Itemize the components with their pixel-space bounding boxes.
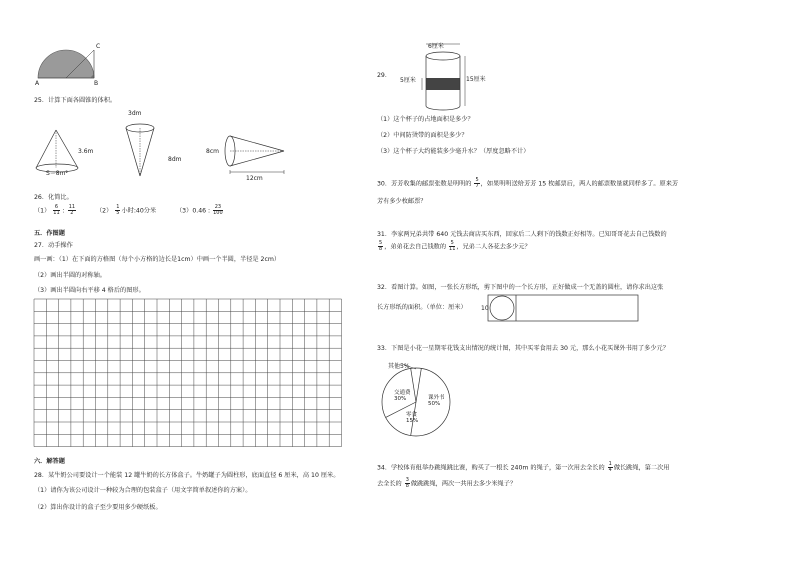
cup-height-label: 15厘米 bbox=[466, 76, 486, 83]
cup-figure bbox=[418, 44, 468, 114]
point-b-label: B bbox=[94, 80, 99, 87]
rectangle-paper-figure bbox=[482, 294, 642, 324]
pie-label-snacks: 零食15% bbox=[406, 412, 419, 424]
question-30-line-2: 芳有多少枚邮票？ bbox=[377, 198, 427, 205]
cone1-height: 3.6m bbox=[78, 148, 94, 155]
point-c-label: C bbox=[96, 43, 101, 50]
pie-slice-boundary bbox=[416, 368, 421, 402]
rect-side-label: 10 bbox=[481, 305, 489, 312]
cup-diameter-label: 6厘米 bbox=[428, 43, 444, 50]
cone1-base: S＝8m² bbox=[46, 170, 68, 177]
question-31-line-2: $\frac{5}{8}$ ，弟弟花去自己钱数的 $\frac{5}{11}$ ，兄弟二人各花去多少元？ bbox=[379, 240, 531, 252]
question-34-line-1: 34．学校体育组举办跳绳跳比赛，购买了一根长 240m 的绳子，第一次用去全长的 $\frac{1}{4}$ 做长跳绳，第二次用 bbox=[377, 461, 670, 473]
q26-item-1: （1） $\frac{6}{11}$ : $\frac{11}{2}$ bbox=[34, 204, 76, 216]
cone3-diameter: 8cm bbox=[206, 148, 219, 155]
question-29-line-2: （2）中间防烫带的面积是多少？ bbox=[377, 132, 468, 139]
question-26: 26．化简比。 bbox=[34, 194, 73, 201]
section-5-heading: 五．作图题 bbox=[34, 230, 65, 237]
question-30-line-1: 30．芳芳收集的邮票张数是明明的 $\frac{5}{7}$ ，如果明明送给芳芳 15 枚邮票后，两人的邮票数量就同样多了。原来芳 bbox=[377, 177, 679, 189]
cup-band-label: 5厘米 bbox=[400, 77, 416, 84]
question-31-line-1: 31．李家两兄弟共带 640 元钱去商店买东西，回家后二人剩下的钱数正好相等。已知哥哥花去自己钱数的 bbox=[377, 231, 667, 238]
cone-2 bbox=[124, 118, 164, 180]
question-28-line-3: （2）算出你设计的盒子至少要用多少硬纸板。 bbox=[34, 504, 162, 511]
q26-item-2: （2） $\frac{1}{5}$ 小时:40分米 bbox=[96, 204, 157, 216]
q26-item-3: （3）0.46 : $\frac{23}{100}$ bbox=[176, 204, 223, 216]
question-29-line-3: （3）这个杯子大约能装多少毫升水？（厚度忽略不计） bbox=[377, 148, 530, 155]
question-32-line-1: 32．看图计算。如图，一张长方形纸，剪下图中的一个长方形，正好做成一个无盖的圆柱，请你求出这张 bbox=[377, 284, 664, 291]
question-29-line-1: （1）这个杯子的占地面积是多少？ bbox=[377, 116, 474, 123]
question-27-line-2: （2）画出半圆的对称轴。 bbox=[34, 272, 106, 279]
question-28-line-2: （1）请你为该公司设计一种较为合理的包装盒子（用文字简单叙述你的方案）。 bbox=[34, 487, 252, 494]
question-28-line-1: 28．某牛奶公司要设计一个能装 12 罐牛奶的长方体盒子。牛奶罐子为圆柱形，底面直径 6 厘米，高 10 厘米。 bbox=[34, 472, 340, 479]
pie-label-other: 其他5% bbox=[388, 363, 410, 370]
point-a-label: A bbox=[35, 80, 40, 87]
question-27-title: 27．动手操作 bbox=[34, 242, 73, 249]
question-34-line-2: 去全长的 $\frac{3}{8}$ 做跳跳绳，两次一共用去多少米绳子？ bbox=[377, 477, 517, 489]
question-32-line-2: 长方形纸的面积。（单位：厘米） bbox=[377, 304, 467, 311]
question-25: 25．计算下面各圆锥的体积。 bbox=[34, 97, 117, 104]
pie-label-books: 课外书50% bbox=[428, 395, 445, 407]
drawing-grid[interactable] bbox=[34, 299, 344, 448]
cone2-top: 3dm bbox=[128, 110, 142, 117]
cone2-height: 8dm bbox=[168, 156, 182, 163]
sector-figure bbox=[34, 40, 104, 85]
question-27-line-3: （3）画出半圆向右平移 4 格后的图形。 bbox=[34, 287, 145, 294]
question-29-number: 29． bbox=[377, 72, 392, 79]
pie-label-transport: 交通费30% bbox=[394, 390, 411, 402]
question-27-line-1: 画一画：（1）在下面的方格图（每个小方格的边长是1cm）中画一个半圆，半径是 2cm） bbox=[34, 256, 281, 263]
pie-chart bbox=[370, 358, 470, 438]
question-33-text: 33．下图是小花一星期零花钱支出情况的统计图，其中买零食用去 30 元，那么小花买课外书用了多少元？ bbox=[377, 345, 669, 352]
section-6-heading: 六．解答题 bbox=[34, 458, 65, 465]
cone3-length: 12cm bbox=[246, 175, 263, 182]
